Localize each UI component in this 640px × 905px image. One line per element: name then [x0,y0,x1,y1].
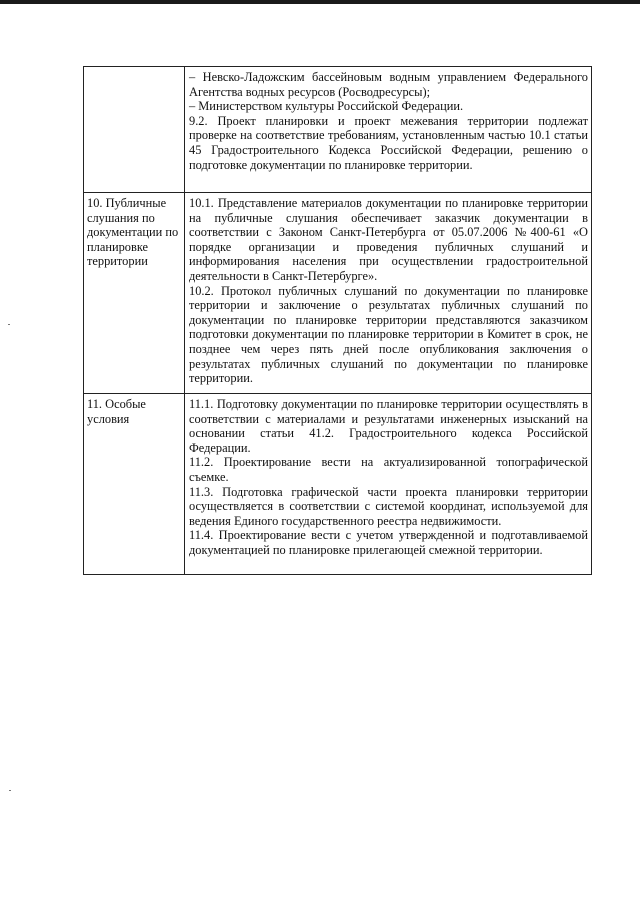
paragraph: – Невско-Ладожским бассейновым водным управлением Федерального Агентства водных ресурсов (Росводресурсы); [189,70,588,99]
page-top-border [0,0,640,4]
paragraph: 10.1. Представление материалов документации по планировке территории на публичные слушания обеспечивает заказчик документации в соответствии с Законом Санкт-Петербурга от 05.07.2006 №400-61 «О порядке организации и проведения публичных слушаний и информирования населения при осуществлении градостроительной деятельности в Санкт-Петербурге». [189,196,588,283]
section-label-cell [84,67,185,193]
section-label-cell [84,193,185,394]
table-row [84,67,592,193]
table-row [84,193,592,394]
paragraph: 11.1. Подготовку документации по планировке территории осуществлять в соответствии с материалами и результатами инженерных изысканий на основании статьи 41.2. Градостроительного кодекса Российской Федерации. [189,397,588,455]
paragraph: 11.4. Проектирование вести с учетом утвержденной и подготавливаемой документацией по планировке прилегающей смежной территории. [189,528,588,557]
table-row [84,394,592,575]
section-content-cell [185,193,592,394]
section-label: 11. Особые условия [87,397,146,426]
section-label: 10. Публичные слушания по документации по планировке территории [87,196,179,269]
scan-speck [8,324,10,325]
paragraph: 10.2. Протокол публичных слушаний по документации по планировке территории и заключение о результатах публичных слушаний по документации по планировке территории представляются заказчиком подготовки документации по планировке территории в Комитет в срок, не позднее чем через пять дней после опубликования заключения о результатах публичных слушаний по документации по планировке территории. [189,283,588,386]
section-content-cell [185,394,592,575]
section-label-cell [84,394,185,575]
paragraph: – Министерством культуры Российской Федерации. [189,99,464,114]
section-content-cell [185,67,592,193]
paragraph: 11.2. Проектирование вести на актуализированной топографической съемке. [189,455,588,484]
paragraph: 11.3. Подготовка графической части проекта планировки территории осуществляется в соответствии с системой координат, используемой для ведения Единого государственного реестра недвижимости. [189,484,588,528]
requirements-table [83,66,592,575]
scan-speck [9,790,11,791]
paragraph: 9.2. Проект планировки и проект межевания территории подлежат проверке на соответствие требованиям, установленным частью 10.1 статьи 45 Градостроительного Кодекса Российской Федерации, решению о подготовке документации по планировке территории. [189,113,588,172]
